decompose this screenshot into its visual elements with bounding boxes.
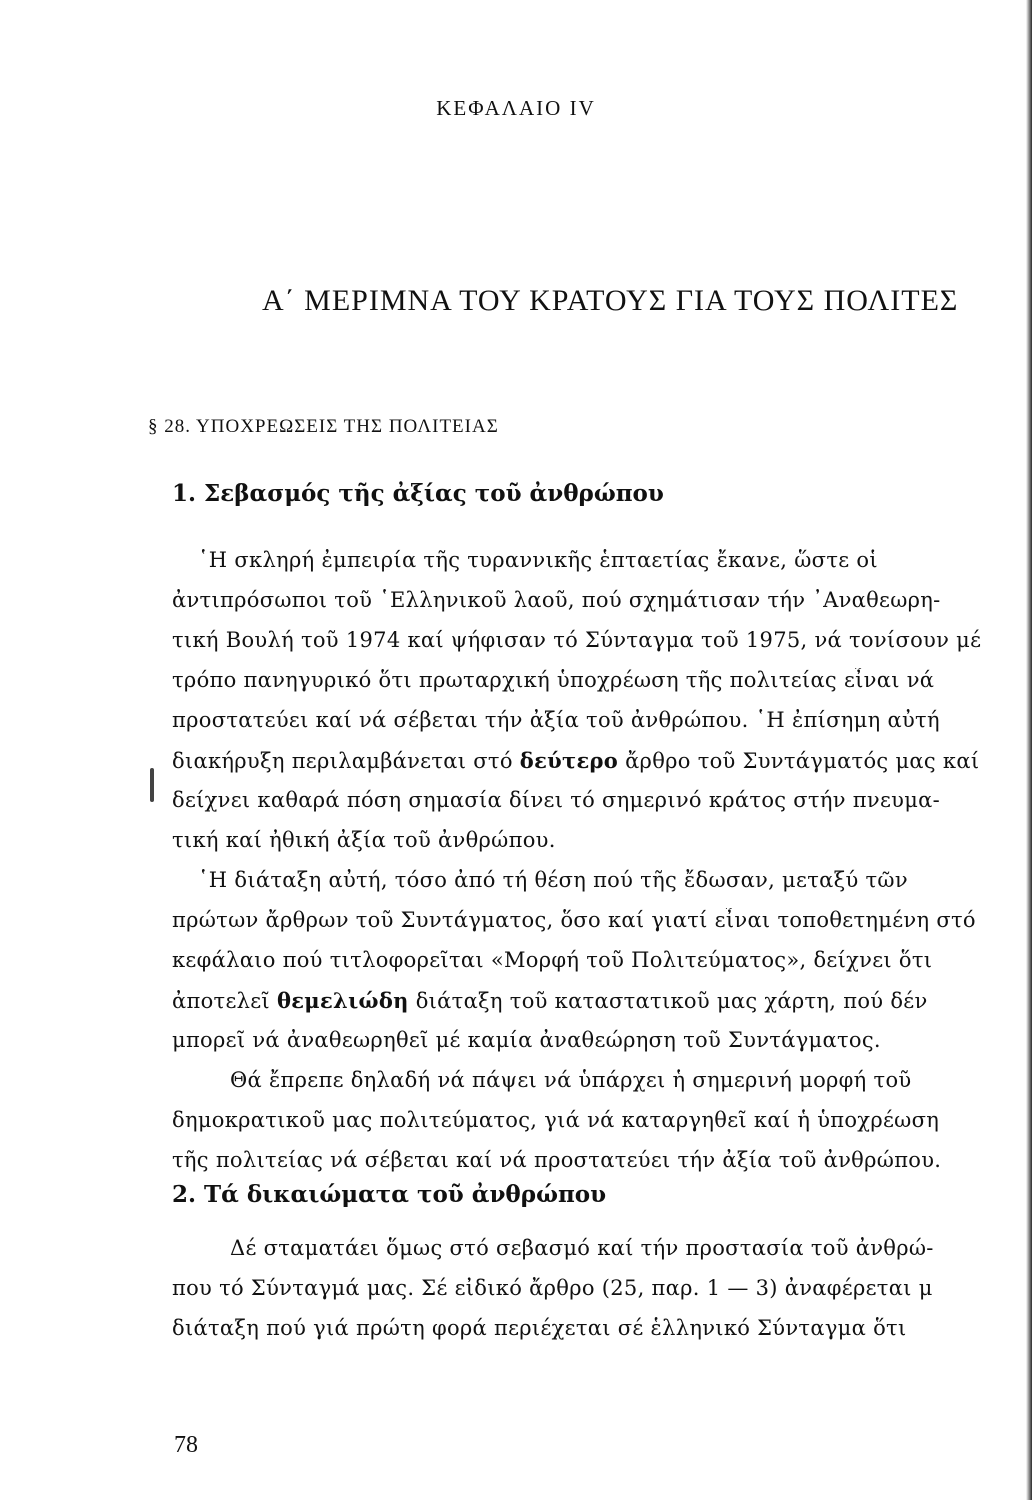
paragraph-line: διάταξη πού γιά πρώτη φορά περιέχεται σέ ἑλληνικό Σύνταγμα ὅτι (172, 1316, 907, 1340)
paragraph-line: κεφάλαιο πού τιτλοφορεῖται «Μορφή τοῦ Πολιτεύματος», δείχνει ὅτι (172, 948, 933, 972)
paragraph-line: προστατεύει καί νά σέβεται τήν ἀξία τοῦ ἀνθρώπου. ῾Η ἐπίσημη αὐτή (172, 708, 940, 732)
emphasis-text: θεμελιώδη (276, 988, 409, 1013)
paragraph-line: δείχνει καθαρά πόση σημασία δίνει τό σημερινό κράτος στήν πνευμα- (172, 788, 941, 812)
line-text: ἄρθρο τοῦ Συντάγματός μας καί (625, 749, 980, 773)
line-text: ἀποτελεῖ (172, 989, 270, 1013)
paragraph-line: μπορεῖ νά ἀναθεωρηθεῖ μέ καμία ἀναθεώρηση τοῦ Συντάγματος. (172, 1028, 881, 1052)
paragraph-line: τρόπο πανηγυρικό ὅτι πρωταρχική ὑποχρέωση τῆς πολιτείας εἶναι νά (172, 668, 935, 692)
subsection-heading-2: 2. Τά δικαιώματα τοῦ ἀνθρώπου (172, 1181, 607, 1208)
page-number: 78 (174, 1432, 198, 1458)
paragraph-line: ἀντιπρόσωποι τοῦ ῾Ελληνικοῦ λαοῦ, πού σχημάτισαν τήν ᾿Αναθεωρη- (172, 588, 941, 612)
paragraph-line (172, 748, 1022, 773)
paragraph-line: Δέ σταματάει ὅμως στό σεβασμό καί τήν προστασία τοῦ ἀνθρώ- (230, 1236, 934, 1260)
paragraph-line (172, 988, 1022, 1013)
paragraph-line: τική Βουλή τοῦ 1974 καί ψήφισαν τό Σύνταγμα τοῦ 1975, νά τονίσουν μέ (172, 628, 982, 652)
subsection-heading-1: 1. Σεβασμός τῆς ἀξίας τοῦ ἀνθρώπου (172, 480, 664, 507)
chapter-title: ΚΕΦΑΛΑΙΟ IV (436, 96, 596, 120)
paragraph-line: που τό Σύνταγμά μας. Σέ εἰδικό ἄρθρο (25, παρ. 1 — 3) ἀναφέρεται μ (172, 1276, 933, 1300)
paragraph-line: Θά ἔπρεπε δηλαδή νά πάψει νά ὑπάρχει ἡ σημερινή μορφή τοῦ (230, 1068, 912, 1092)
line-text: διακήρυξη περιλαμβάνεται στό (172, 749, 513, 773)
margin-mark (150, 768, 154, 802)
emphasis-text: δεύτερο (519, 748, 619, 773)
paragraph-line: ῾Η διάταξη αὐτή, τόσο ἀπό τή θέση πού τῆς ἔδωσαν, μεταξύ τῶν (198, 868, 908, 892)
paragraph-line: δημοκρατικοῦ μας πολιτεύματος, γιά νά καταργηθεῖ καί ἡ ὑποχρέωση (172, 1108, 940, 1132)
part-title: Α΄ ΜΕΡΙΜΝΑ ΤΟΥ ΚΡΑΤΟΥΣ ΓΙΑ ΤΟΥΣ ΠΟΛΙΤΕΣ (262, 284, 959, 317)
paragraph-line: πρώτων ἄρθρων τοῦ Συντάγματος, ὅσο καί γιατί εἶναι τοποθετημένη στό (172, 908, 976, 932)
line-text: διάταξη τοῦ καταστατικοῦ μας χάρτη, πού δέν (415, 989, 928, 1013)
book-spine-shadow (1026, 0, 1032, 1500)
paragraph-line: τῆς πολιτείας νά σέβεται καί νά προστατεύει τήν ἀξία τοῦ ἀνθρώπου. (172, 1148, 942, 1172)
paragraph-line: ῾Η σκληρή ἐμπειρία τῆς τυραννικῆς ἑπταετίας ἔκανε, ὥστε οἱ (198, 548, 878, 572)
paragraph-line: τική καί ἠθική ἀξία τοῦ ἀνθρώπου. (172, 828, 556, 852)
section-heading: § 28. ΥΠΟΧΡΕΩΣΕΙΣ ΤΗΣ ΠΟΛΙΤΕΙΑΣ (148, 416, 499, 437)
